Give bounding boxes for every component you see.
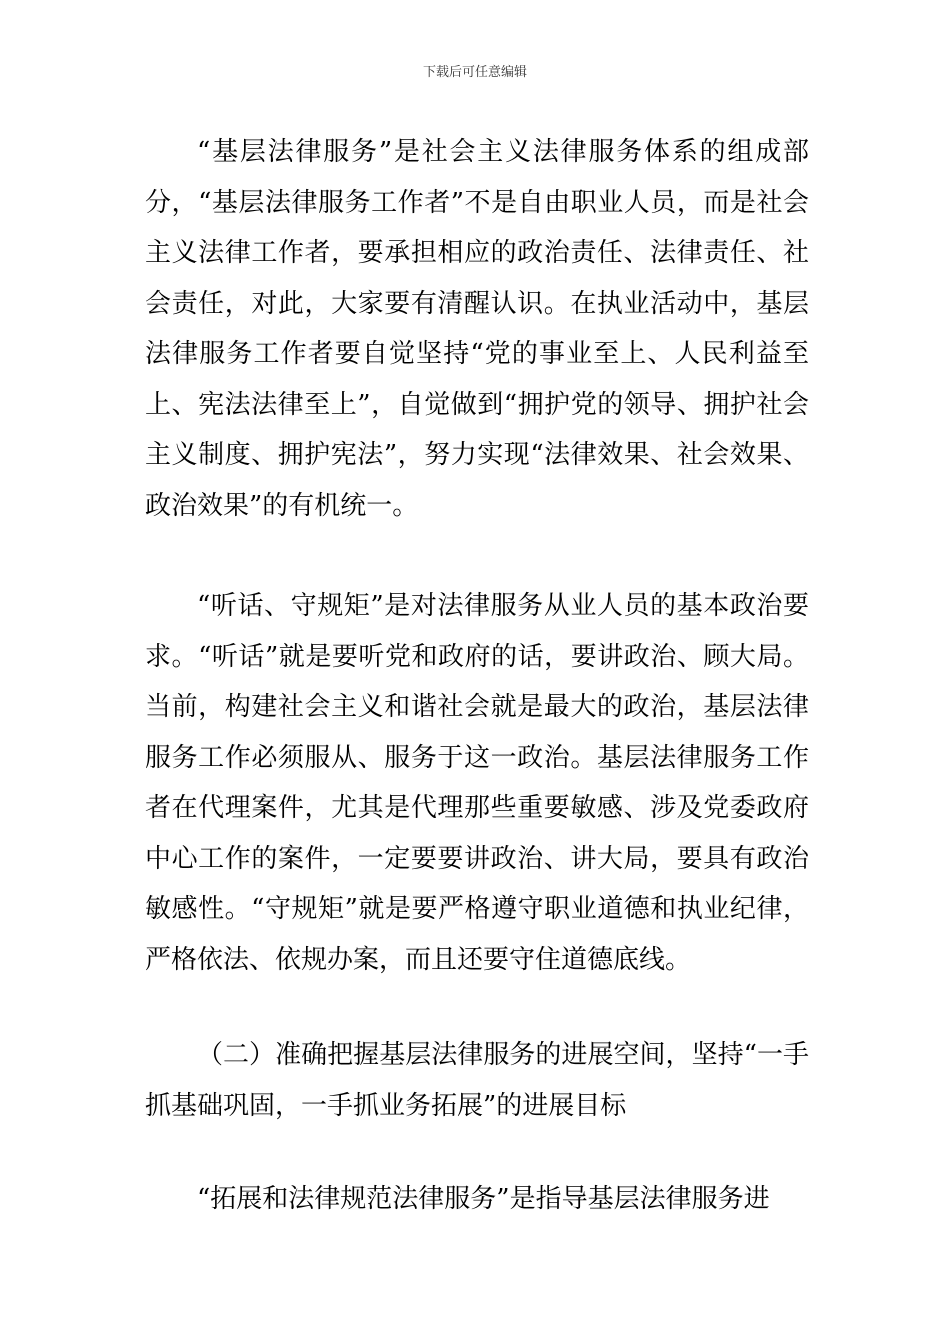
section-heading-two: （二）准确把握基层法律服务的进展空间，坚持“一手抓基础巩固，一手抓业务拓展”的进展目标 [145, 1040, 809, 1121]
document-body [145, 127, 809, 1225]
paragraph-basic-legal-service: “基层法律服务”是社会主义法律服务体系的组成部分，“基层法律服务工作者”不是自由职业人员，而是社会主义法律工作者，要承担相应的政治责任、法律责任、社会责任，对此，大家要有清醒认识。在执业活动中，基层法律服务工作者要自觉坚持“党的事业至上、人民利益至上、宪法法律至上”，自觉做到“拥护党的领导、拥护社会主义制度、拥护宪法”，努力实现“法律效果、社会效果、政治效果”的有机统一。 [145, 137, 809, 521]
page-header-note: 下载后可任意编辑 [422, 65, 527, 80]
paragraph-obey-rules: “听话、守规矩”是对法律服务从业人员的基本政治要求。“听话”就是要听党和政府的话，要讲政治、顾大局。当前，构建社会主义和谐社会就是最大的政治，基层法律服务工作必须服从、服务于这一政治。基层法律服务工作者在代理案件，尤其是代理那些重要敏感、涉及党委政府中心工作的案件，一定要要讲政治、讲大局，要具有政治敏感性。“守规矩”就是要严格遵守职业道德和执业纪律，严格依法、依规办案，而且还要守住道德底线。 [145, 591, 809, 975]
paragraph-expand-service: “拓展和法律规范法律服务”是指导基层法律服务进 [197, 1184, 770, 1214]
paragraph-spacer [145, 985, 809, 1030]
paragraph-spacer [145, 531, 809, 581]
paragraph-spacer [145, 1131, 809, 1174]
